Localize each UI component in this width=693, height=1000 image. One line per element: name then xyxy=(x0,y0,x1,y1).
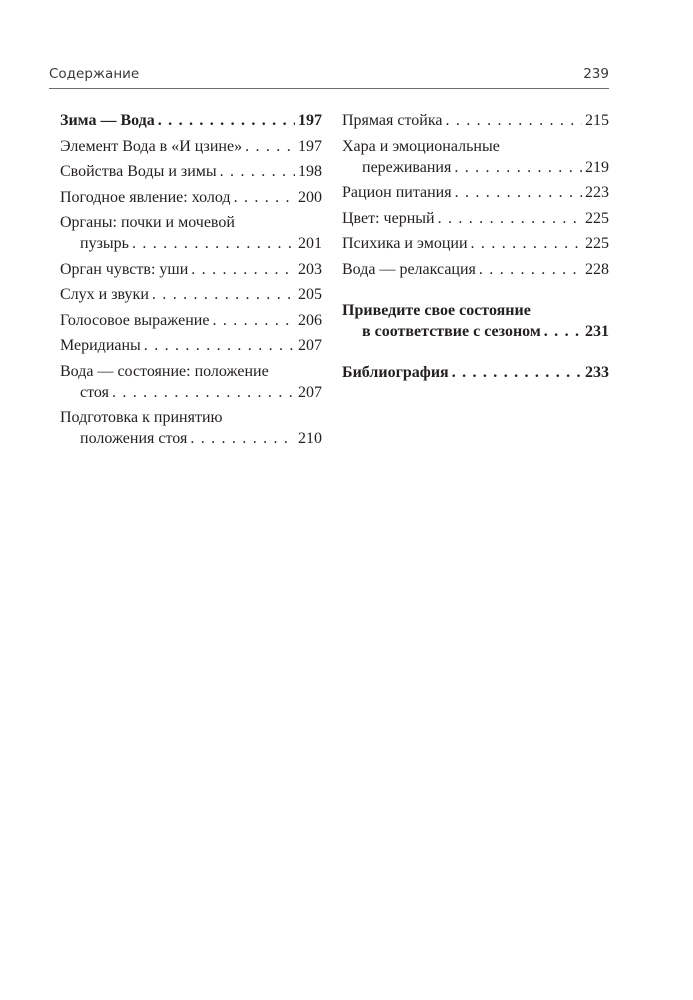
toc-entry-page: 203 xyxy=(298,260,322,278)
toc-entry-line xyxy=(342,182,609,203)
toc-entry-line xyxy=(60,233,322,254)
toc-entry-title: Голосовое выражение xyxy=(60,311,210,329)
toc-entry-line xyxy=(60,259,322,280)
toc-entry-page: 198 xyxy=(298,163,322,180)
running-header xyxy=(49,66,609,88)
toc-entry-page: 207 xyxy=(298,337,322,354)
toc-entry-title: переживания xyxy=(362,158,452,176)
toc-entry-title: Хара и эмоциональные xyxy=(342,137,500,155)
toc-entry-title: Органы: почки и мочевой xyxy=(60,214,235,231)
toc-entry-title: Свойства Воды и зимы xyxy=(60,163,217,180)
toc-entry[interactable] xyxy=(60,310,322,331)
toc-entry-page: 233 xyxy=(585,363,609,381)
dot-leader xyxy=(132,233,295,254)
toc-entry-title: Меридианы xyxy=(60,337,141,354)
toc-entry-title: Погодное явление: холод xyxy=(60,188,231,206)
toc-entry[interactable] xyxy=(342,362,609,383)
toc-entry[interactable] xyxy=(60,110,322,131)
toc-entry-title: Прямая стойка xyxy=(342,112,443,129)
dot-leader xyxy=(152,284,295,305)
toc-entry-title: Цвет: черный xyxy=(342,209,435,227)
toc-entry[interactable] xyxy=(342,136,609,178)
toc-entry-page: 197 xyxy=(298,112,322,129)
toc-entry-title: Психика и эмоции xyxy=(342,235,468,252)
toc-entry-page: 223 xyxy=(585,184,609,201)
toc-entry-title: Зима — Вода xyxy=(60,112,155,129)
dot-leader xyxy=(471,233,582,254)
toc-entry-page: 219 xyxy=(585,158,609,176)
dot-leader xyxy=(234,187,295,208)
toc-entry[interactable] xyxy=(60,284,322,305)
toc-entry[interactable] xyxy=(60,335,322,356)
toc-entry-line xyxy=(60,428,322,449)
toc-entry-line xyxy=(60,361,322,382)
toc-right-column xyxy=(342,110,609,387)
toc-entry-line xyxy=(342,259,609,280)
toc-entry-line xyxy=(342,362,609,383)
toc-entry-page: 207 xyxy=(298,383,322,401)
header-title: Содержание xyxy=(49,66,140,82)
toc-entry-page: 215 xyxy=(585,112,609,129)
toc-entry[interactable] xyxy=(60,361,322,403)
toc-entry-page: 197 xyxy=(298,137,322,155)
toc-entry[interactable] xyxy=(60,407,322,449)
toc-entry-title: Элемент Вода в «И цзине» xyxy=(60,137,243,155)
dot-leader xyxy=(144,335,295,356)
toc-entry-title: стоя xyxy=(80,383,109,401)
toc-entry-page: 201 xyxy=(298,235,322,252)
toc-entry-title: положения стоя xyxy=(80,430,188,447)
toc-entry-title: пузырь xyxy=(80,235,129,252)
toc-entry-page: 210 xyxy=(298,430,322,447)
dot-leader xyxy=(245,136,295,157)
toc-entry-line xyxy=(60,310,322,331)
toc-entry[interactable] xyxy=(342,259,609,280)
toc-entry-line xyxy=(60,136,322,157)
dot-leader xyxy=(544,321,582,342)
toc-entry-title: Вода — состояние: положение xyxy=(60,362,269,380)
toc-entry-page: 231 xyxy=(585,322,609,340)
toc-entry-title: Приведите свое состояние xyxy=(342,301,531,319)
toc-entry[interactable] xyxy=(342,182,609,203)
toc-entry-page: 206 xyxy=(298,311,322,329)
toc-entry-page: 225 xyxy=(585,235,609,252)
toc-entry-line xyxy=(60,110,322,131)
toc-entry-line xyxy=(60,382,322,403)
dot-leader xyxy=(158,110,295,131)
toc-entry-page: 228 xyxy=(585,260,609,278)
toc-entry[interactable] xyxy=(342,208,609,229)
dot-leader xyxy=(445,110,582,131)
toc-entry-line xyxy=(60,212,322,233)
dot-leader xyxy=(479,259,582,280)
toc-entry-page: 225 xyxy=(585,209,609,227)
toc-entry-line xyxy=(60,407,322,428)
toc-entry[interactable] xyxy=(342,233,609,254)
dot-leader xyxy=(454,157,582,178)
toc-entry-title: Рацион питания xyxy=(342,184,452,201)
dot-leader xyxy=(438,208,582,229)
toc-entry-line xyxy=(342,208,609,229)
dot-leader xyxy=(452,362,582,383)
toc-entry[interactable] xyxy=(342,300,609,342)
header-rule xyxy=(49,88,609,89)
toc-entry-line xyxy=(342,300,609,321)
toc-entry-line xyxy=(342,110,609,131)
toc-entry-page: 205 xyxy=(298,286,322,303)
toc-entry-line xyxy=(342,233,609,254)
dot-leader xyxy=(190,428,295,449)
toc-entry-line xyxy=(342,136,609,157)
dot-leader xyxy=(455,182,582,203)
dot-leader xyxy=(191,259,295,280)
toc-entry-title: Слух и звуки xyxy=(60,286,149,303)
dot-leader xyxy=(212,310,295,331)
dot-leader xyxy=(112,382,295,403)
header-page-number: 239 xyxy=(583,66,609,82)
toc-left-column xyxy=(60,110,322,454)
toc-entry-title: Подготовка к принятию xyxy=(60,409,223,426)
toc-entry-page: 200 xyxy=(298,188,322,206)
toc-entry[interactable] xyxy=(60,161,322,182)
toc-entry[interactable] xyxy=(60,136,322,157)
toc-entry-line xyxy=(60,284,322,305)
toc-entry-title: Орган чувств: уши xyxy=(60,260,189,278)
toc-entry-title: Библиография xyxy=(342,363,449,381)
toc-entry-line xyxy=(60,187,322,208)
toc-entry-line xyxy=(342,321,609,342)
toc-entry-title: в соответствие с сезоном xyxy=(362,322,541,340)
dot-leader xyxy=(220,161,295,182)
toc-entry[interactable] xyxy=(60,212,322,254)
toc-entry[interactable] xyxy=(342,110,609,131)
toc-entry[interactable] xyxy=(60,187,322,208)
toc-entry-line xyxy=(342,157,609,178)
toc-entry-title: Вода — релаксация xyxy=(342,260,476,278)
toc-entry-line xyxy=(60,335,322,356)
toc-entry[interactable] xyxy=(60,259,322,280)
toc-entry-line xyxy=(60,161,322,182)
